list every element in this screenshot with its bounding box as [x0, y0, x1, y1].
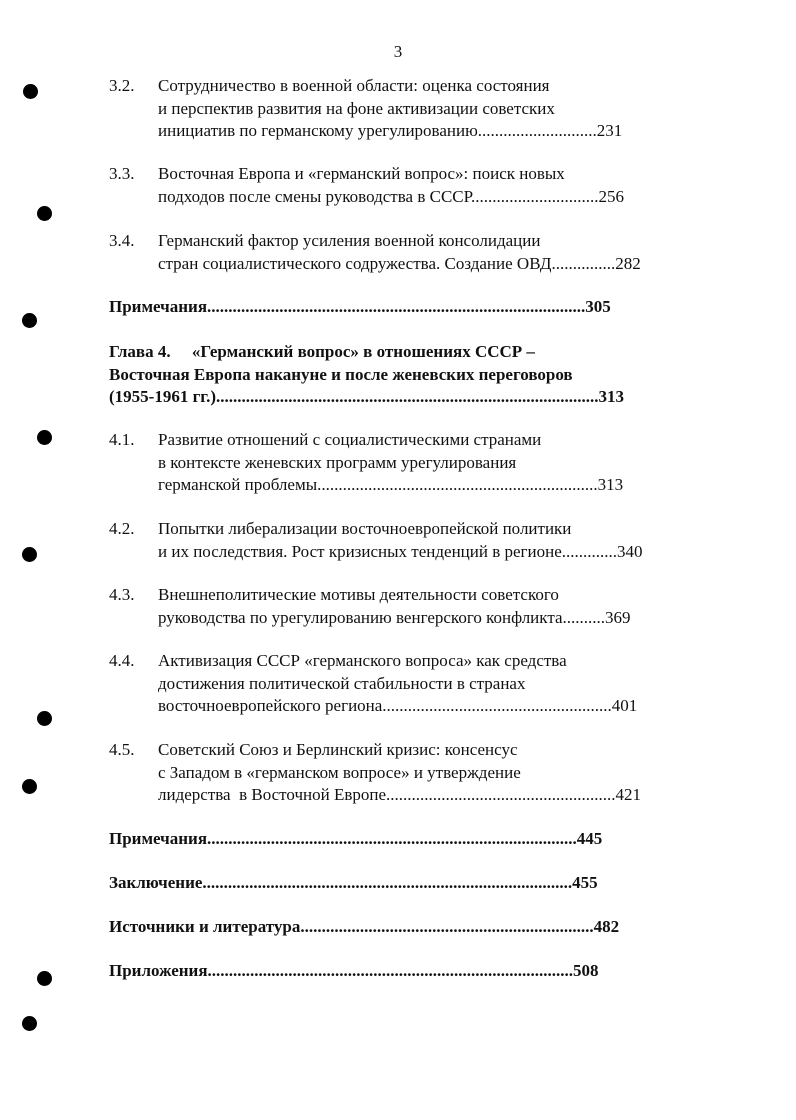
title-line: лидерства в Восточной Европе......................................................421 — [158, 785, 641, 804]
title-line — [158, 120, 622, 143]
section-number: 4.1. — [109, 430, 135, 449]
title-line: германской проблемы..................................................................313 — [158, 475, 624, 494]
title-line: с Западом в «германском вопросе» и утверждение — [158, 762, 521, 782]
title-line: Сотрудничество в военной области: оценка состояния — [158, 76, 550, 95]
title-line: восточноевропейского региона......................................................401 — [158, 696, 638, 715]
section-number: 4.5. — [109, 740, 135, 759]
title-line-text: инициатив по германскому урегулированию.......................... — [158, 121, 589, 140]
chapter-title-line: Восточная Европа накануне и после женевских переговоров — [109, 364, 573, 384]
section-number: 3.4. — [109, 231, 135, 250]
toc-entry-sources: Источники и литература.....................................................................482 — [109, 917, 620, 936]
section-number: 3.3. — [109, 164, 135, 183]
section-number: 4.3. — [109, 585, 135, 604]
title-line: Активизация СССР «германского вопроса» как средства — [158, 651, 567, 670]
title-line: подходов после смены руководства в СССР..............................256 — [158, 186, 624, 206]
title-line: стран социалистического содружества. Создание ОВД...............282 — [158, 253, 641, 273]
section-title — [158, 230, 641, 275]
toc-entry-4-2 — [109, 518, 749, 564]
title-line: Восточная Европа и «германский вопрос»: поиск новых — [158, 164, 565, 183]
title-line: и перспектив развития на фоне активизации советских — [158, 98, 555, 118]
title-line: в контексте женевских программ урегулирования — [158, 452, 517, 472]
page-number: 3 — [393, 42, 403, 61]
toc-entry-4-1 — [109, 429, 749, 499]
toc-entry-notes: Примечания.......................................................................................445 — [109, 829, 603, 848]
chapter-title-line: (1955-1961 гг.)..........................................................................................313 — [109, 387, 625, 406]
toc-entry-3-3 — [109, 163, 749, 209]
toc-entry-4-5 — [109, 739, 749, 809]
title-line: Германский фактор усиления военной консолидации — [158, 231, 541, 250]
section-title — [158, 739, 641, 807]
toc-entry-conclusion: Заключение.......................................................................................455 — [109, 873, 598, 892]
title-line: Развитие отношений с социалистическими странами — [158, 430, 542, 449]
title-line: Советский Союз и Берлинский кризис: консенсус — [158, 740, 518, 759]
binder-hole — [22, 547, 37, 562]
binder-hole — [22, 779, 37, 794]
toc-entry-3-2 — [109, 75, 749, 145]
binder-hole — [23, 84, 38, 99]
title-line: Внешнеполитические мотивы деятельности советского — [158, 585, 559, 604]
binder-hole — [37, 206, 52, 221]
toc-entry-notes: Примечания.........................................................................................305 — [109, 297, 611, 316]
section-title — [158, 650, 637, 718]
toc-entry-3-4 — [109, 230, 749, 276]
title-line: и их последствия. Рост кризисных тенденций в регионе.............340 — [158, 541, 643, 561]
toc-entry-appendix: Приложения......................................................................................508 — [109, 961, 599, 980]
toc-chapter-4 — [109, 341, 749, 409]
toc-entry-4-4 — [109, 650, 749, 720]
section-title — [158, 75, 622, 143]
section-title — [158, 518, 643, 563]
section-number: 4.4. — [109, 651, 135, 670]
section-number: 3.2. — [109, 76, 135, 95]
chapter-title-line: Глава 4. «Германский вопрос» в отношениях СССР – — [109, 342, 535, 361]
section-number: 4.2. — [109, 519, 135, 538]
binder-hole — [37, 971, 52, 986]
section-title — [158, 584, 631, 629]
title-line: Попытки либерализации восточноевропейской политики — [158, 519, 572, 538]
section-title — [158, 163, 624, 208]
title-line: достижения политической стабильности в странах — [158, 673, 526, 693]
title-line: руководства по урегулированию венгерского конфликта..........369 — [158, 607, 631, 627]
binder-hole — [37, 711, 52, 726]
binder-hole — [22, 313, 37, 328]
toc-entry-4-3 — [109, 584, 749, 630]
binder-hole — [22, 1016, 37, 1031]
page-ref: ..231 — [588, 121, 623, 140]
section-title — [158, 429, 623, 497]
binder-hole — [37, 430, 52, 445]
